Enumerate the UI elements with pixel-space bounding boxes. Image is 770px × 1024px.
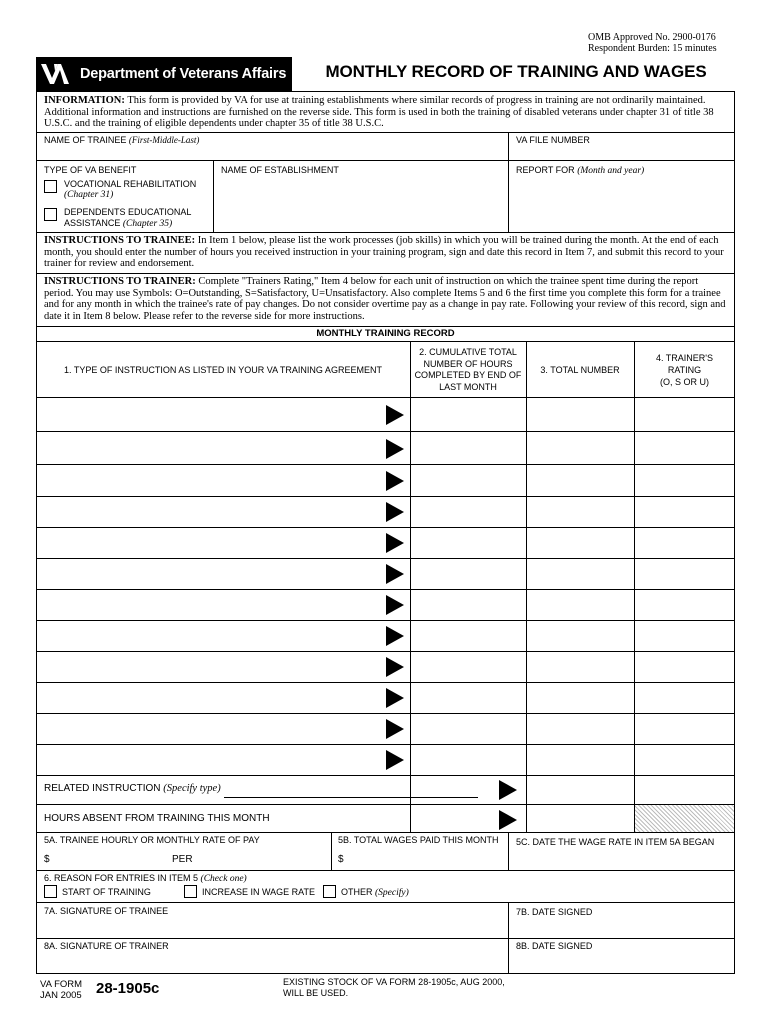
agency-banner bbox=[36, 57, 292, 91]
total-wages-field[interactable] bbox=[350, 850, 500, 866]
other-reason-checkbox[interactable] bbox=[323, 885, 336, 898]
related-instruction-field[interactable] bbox=[224, 782, 478, 796]
rate-dollar-sign: $ bbox=[44, 854, 50, 865]
rate-period-field[interactable] bbox=[200, 850, 326, 866]
trainee-date-field[interactable] bbox=[516, 918, 728, 936]
rate-of-pay-field[interactable] bbox=[56, 850, 166, 866]
other-reason-label: OTHER (Specify) bbox=[341, 887, 409, 898]
arrow-right-icon bbox=[499, 810, 517, 830]
instruction-row-1-field[interactable] bbox=[40, 400, 380, 428]
start-of-training-label: START OF TRAINING bbox=[62, 887, 151, 897]
col-instruction-type: 1. TYPE OF INSTRUCTION AS LISTED IN YOUR VA TRAINING AGREEMENT bbox=[64, 365, 382, 375]
wage-rate-date-label: 5C. DATE THE WAGE RATE IN ITEM 5A BEGAN bbox=[516, 837, 715, 847]
other-reason-field[interactable] bbox=[412, 884, 728, 898]
arrow-right-icon bbox=[386, 657, 404, 677]
instructions-trainer-label: INSTRUCTIONS TO TRAINER: bbox=[44, 276, 196, 287]
dependents-education-label: DEPENDENTS EDUCATIONAL bbox=[64, 207, 192, 217]
trainer-date-label: 8B. DATE SIGNED bbox=[516, 941, 593, 951]
vocational-rehab-checkbox[interactable] bbox=[44, 180, 57, 193]
instructions-trainer-text: Complete "Trainers Rating," Item 4 below for each unit of instruction on which the trainee spent time during the report period. You may use Symbols: O=Outstanding, S=Satisfactory, U=Unsatisfactory. Also complete Items 5 and 6 the first time you complete this form for a trainee and for any month in which the trainee's rate of pay changes. Do not consider overtime pay as a change in pay rate. Following your review of this record, sign and date it in Item 8 below. Please refer to the reverse side for more instructions. bbox=[44, 276, 726, 322]
form-label: VA FORM bbox=[40, 979, 83, 990]
trainer-signature-field[interactable] bbox=[44, 953, 502, 971]
start-of-training-checkbox[interactable] bbox=[44, 885, 57, 898]
omb-number: OMB Approved No. 2900-0176 bbox=[588, 32, 716, 43]
establishment-field[interactable] bbox=[221, 178, 501, 228]
increase-wage-checkbox[interactable] bbox=[184, 885, 197, 898]
record-title: MONTHLY TRAINING RECORD bbox=[316, 328, 455, 339]
wage-rate-date-field[interactable] bbox=[516, 850, 728, 866]
col-cumulative-hours: 2. CUMULATIVE TOTAL NUMBER OF HOURS COMPLETED BY END OF LAST MONTH bbox=[414, 347, 522, 392]
total-wages-label: 5B. TOTAL WAGES PAID THIS MONTH bbox=[338, 835, 499, 845]
agency-name: Department of Veterans Affairs bbox=[80, 66, 287, 82]
report-for-label: REPORT FOR (Month and year) bbox=[516, 165, 645, 176]
arrow-right-icon bbox=[386, 564, 404, 584]
vocational-rehab-label: VOCATIONAL REHABILITATION bbox=[64, 179, 197, 189]
arrow-right-icon bbox=[386, 405, 404, 425]
trainee-signature-field[interactable] bbox=[44, 918, 502, 936]
arrow-right-icon bbox=[386, 626, 404, 646]
instruction-row-10-field[interactable] bbox=[40, 685, 380, 711]
information-block bbox=[44, 95, 730, 130]
reason-label: 6. REASON FOR ENTRIES IN ITEM 5 (Check one) bbox=[44, 873, 247, 884]
instructions-trainee-text: In Item 1 below, please list the work processes (job skills) in which you will be trained during the month. At the end of each month, you should enter the number of hours you received instruction in your training program, sign and date this record in Item 7, and submit this record to your trainer for review and endorsement. bbox=[44, 235, 724, 270]
trainee-name-label: NAME OF TRAINEE (First-Middle-Last) bbox=[44, 135, 200, 145]
va-file-number-label: VA FILE NUMBER bbox=[516, 135, 590, 145]
col-total-number: 3. TOTAL NUMBER bbox=[540, 365, 620, 375]
trainee-date-label: 7B. DATE SIGNED bbox=[516, 907, 593, 917]
information-text: This form is provided by VA for use at training establishments where similar records of progress in training are not ordinarily maintained. Additional information and instructions are furnished on the reverse side. This form is used in both the training of disabled veterans under chapter 31 of title 38 U.S.C. and the training of eligible dependents under chapter 35 of title 38 U.S.C. bbox=[44, 95, 714, 130]
hours-absent-label: HOURS ABSENT FROM TRAINING THIS MONTH bbox=[44, 813, 270, 824]
form-title: MONTHLY RECORD OF TRAINING AND WAGES bbox=[325, 62, 707, 81]
form-date: JAN 2005 bbox=[40, 990, 82, 1001]
related-instruction-label: RELATED INSTRUCTION (Specify type) bbox=[44, 783, 221, 794]
dependents-education-checkbox[interactable] bbox=[44, 208, 57, 221]
report-for-field[interactable] bbox=[516, 178, 728, 228]
arrow-right-icon bbox=[386, 688, 404, 708]
increase-wage-label: INCREASE IN WAGE RATE bbox=[202, 887, 316, 897]
rate-per-label: PER bbox=[172, 854, 193, 865]
shaded-cell bbox=[635, 805, 734, 832]
trainer-signature-label: 8A. SIGNATURE OF TRAINER bbox=[44, 941, 169, 951]
instructions-trainee-label: INSTRUCTIONS TO TRAINEE: bbox=[44, 235, 196, 246]
instruction-row-7-field[interactable] bbox=[40, 592, 380, 618]
existing-stock-note-2: WILL BE USED. bbox=[283, 988, 349, 998]
trainee-name-field[interactable] bbox=[44, 146, 502, 159]
col-trainer-rating: 4. TRAINER'S RATING (O, S OR U) bbox=[655, 353, 714, 387]
va-logo bbox=[40, 60, 70, 88]
total-wages-dollar-sign: $ bbox=[338, 854, 344, 865]
arrow-right-icon bbox=[386, 750, 404, 770]
instruction-row-3-field[interactable] bbox=[40, 467, 380, 494]
respondent-burden: Respondent Burden: 15 minutes bbox=[588, 43, 717, 54]
existing-stock-note: EXISTING STOCK OF VA FORM 28-1905c, AUG 2000, bbox=[283, 977, 505, 987]
arrow-right-icon bbox=[386, 595, 404, 615]
arrow-right-icon bbox=[386, 533, 404, 553]
trainer-date-field[interactable] bbox=[516, 953, 728, 971]
instruction-row-11-field[interactable] bbox=[40, 716, 380, 742]
arrow-right-icon bbox=[386, 502, 404, 522]
instruction-row-12-field[interactable] bbox=[40, 747, 380, 773]
instruction-row-2-field[interactable] bbox=[40, 434, 380, 462]
benefit-type-label: TYPE OF VA BENEFIT bbox=[44, 165, 137, 175]
instruction-row-5-field[interactable] bbox=[40, 530, 380, 556]
instruction-row-8-field[interactable] bbox=[40, 623, 380, 649]
instruction-row-4-field[interactable] bbox=[40, 499, 380, 525]
form-number: 28-1905c bbox=[96, 980, 160, 997]
arrow-right-icon bbox=[386, 471, 404, 491]
vocational-rehab-chapter: (Chapter 31) bbox=[64, 190, 114, 200]
arrow-right-icon bbox=[386, 719, 404, 739]
dependents-education-label2: ASSISTANCE (Chapter 35) bbox=[64, 218, 173, 229]
arrow-right-icon bbox=[499, 780, 517, 800]
rate-of-pay-label: 5A. TRAINEE HOURLY OR MONTHLY RATE OF PAY bbox=[44, 835, 260, 845]
establishment-label: NAME OF ESTABLISHMENT bbox=[221, 165, 339, 175]
instruction-row-6-field[interactable] bbox=[40, 561, 380, 587]
instructions-trainer bbox=[44, 276, 730, 322]
va-file-number-field[interactable] bbox=[516, 146, 728, 159]
information-label: INFORMATION: bbox=[44, 95, 125, 106]
instruction-row-9-field[interactable] bbox=[40, 654, 380, 680]
instructions-trainee bbox=[44, 235, 730, 270]
arrow-right-icon bbox=[386, 439, 404, 459]
trainee-signature-label: 7A. SIGNATURE OF TRAINEE bbox=[44, 906, 169, 916]
related-instruction-underline bbox=[224, 797, 478, 798]
